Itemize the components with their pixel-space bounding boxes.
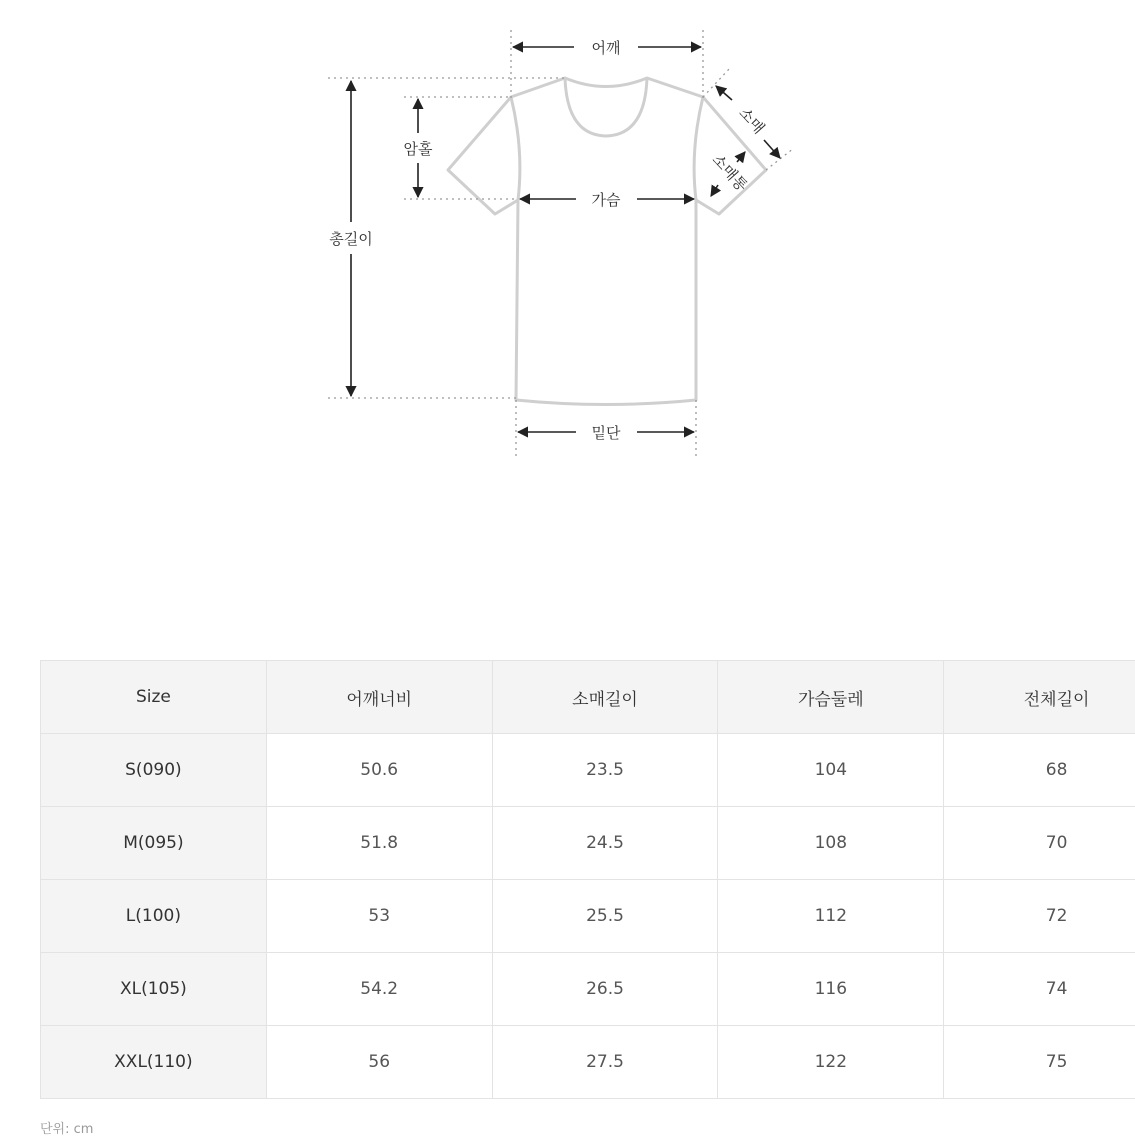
header-sleeve-length: 소매길이 bbox=[492, 661, 718, 734]
cell-total-length: 75 bbox=[944, 1026, 1135, 1099]
table-row bbox=[41, 734, 1135, 807]
cell-shoulder-width: 51.8 bbox=[266, 807, 492, 880]
cell-shoulder-width: 50.6 bbox=[266, 734, 492, 807]
cell-chest-circumference: 112 bbox=[718, 880, 944, 953]
cell-shoulder-width: 54.2 bbox=[266, 953, 492, 1026]
header-shoulder-width: 어깨너비 bbox=[266, 661, 492, 734]
label-sleeve: 소매 bbox=[735, 104, 768, 138]
table-row bbox=[41, 807, 1135, 880]
cell-size: XL(105) bbox=[41, 953, 267, 1026]
cell-sleeve-length: 27.5 bbox=[492, 1026, 718, 1099]
size-table bbox=[40, 660, 1135, 1099]
sleeve-arrow-bottom bbox=[764, 140, 780, 158]
cell-size: S(090) bbox=[41, 734, 267, 807]
table-row bbox=[41, 1026, 1135, 1099]
label-sleeve-width: 소매통 bbox=[708, 150, 751, 195]
size-table-container bbox=[40, 660, 1135, 1099]
table-header-row bbox=[41, 661, 1135, 734]
table-row bbox=[41, 953, 1135, 1026]
label-armhole: 암홀 bbox=[404, 140, 433, 158]
cell-shoulder-width: 56 bbox=[266, 1026, 492, 1099]
sleeve-arrow-top bbox=[716, 86, 732, 100]
cell-sleeve-length: 23.5 bbox=[492, 734, 718, 807]
table-row bbox=[41, 880, 1135, 953]
label-chest: 가슴 bbox=[592, 191, 621, 209]
cell-total-length: 74 bbox=[944, 953, 1135, 1026]
header-total-length: 전체길이 bbox=[944, 661, 1135, 734]
cell-total-length: 68 bbox=[944, 734, 1135, 807]
tshirt-outline bbox=[448, 78, 766, 405]
cell-chest-circumference: 104 bbox=[718, 734, 944, 807]
cell-sleeve-length: 25.5 bbox=[492, 880, 718, 953]
label-shoulder: 어깨 bbox=[592, 39, 621, 57]
unit-note: 단위: cm bbox=[40, 1118, 93, 1137]
cell-shoulder-width: 53 bbox=[266, 880, 492, 953]
cell-sleeve-length: 24.5 bbox=[492, 807, 718, 880]
cell-chest-circumference: 108 bbox=[718, 807, 944, 880]
cell-size: L(100) bbox=[41, 880, 267, 953]
cell-chest-circumference: 116 bbox=[718, 953, 944, 1026]
header-size: Size bbox=[41, 661, 267, 734]
cell-total-length: 70 bbox=[944, 807, 1135, 880]
label-total-length: 총길이 bbox=[329, 230, 372, 248]
header-chest-circumference: 가슴둘레 bbox=[718, 661, 944, 734]
cell-chest-circumference: 122 bbox=[718, 1026, 944, 1099]
label-hem: 밑단 bbox=[592, 424, 621, 442]
cell-sleeve-length: 26.5 bbox=[492, 953, 718, 1026]
cell-size: M(095) bbox=[41, 807, 267, 880]
cell-total-length: 72 bbox=[944, 880, 1135, 953]
cell-size: XXL(110) bbox=[41, 1026, 267, 1099]
